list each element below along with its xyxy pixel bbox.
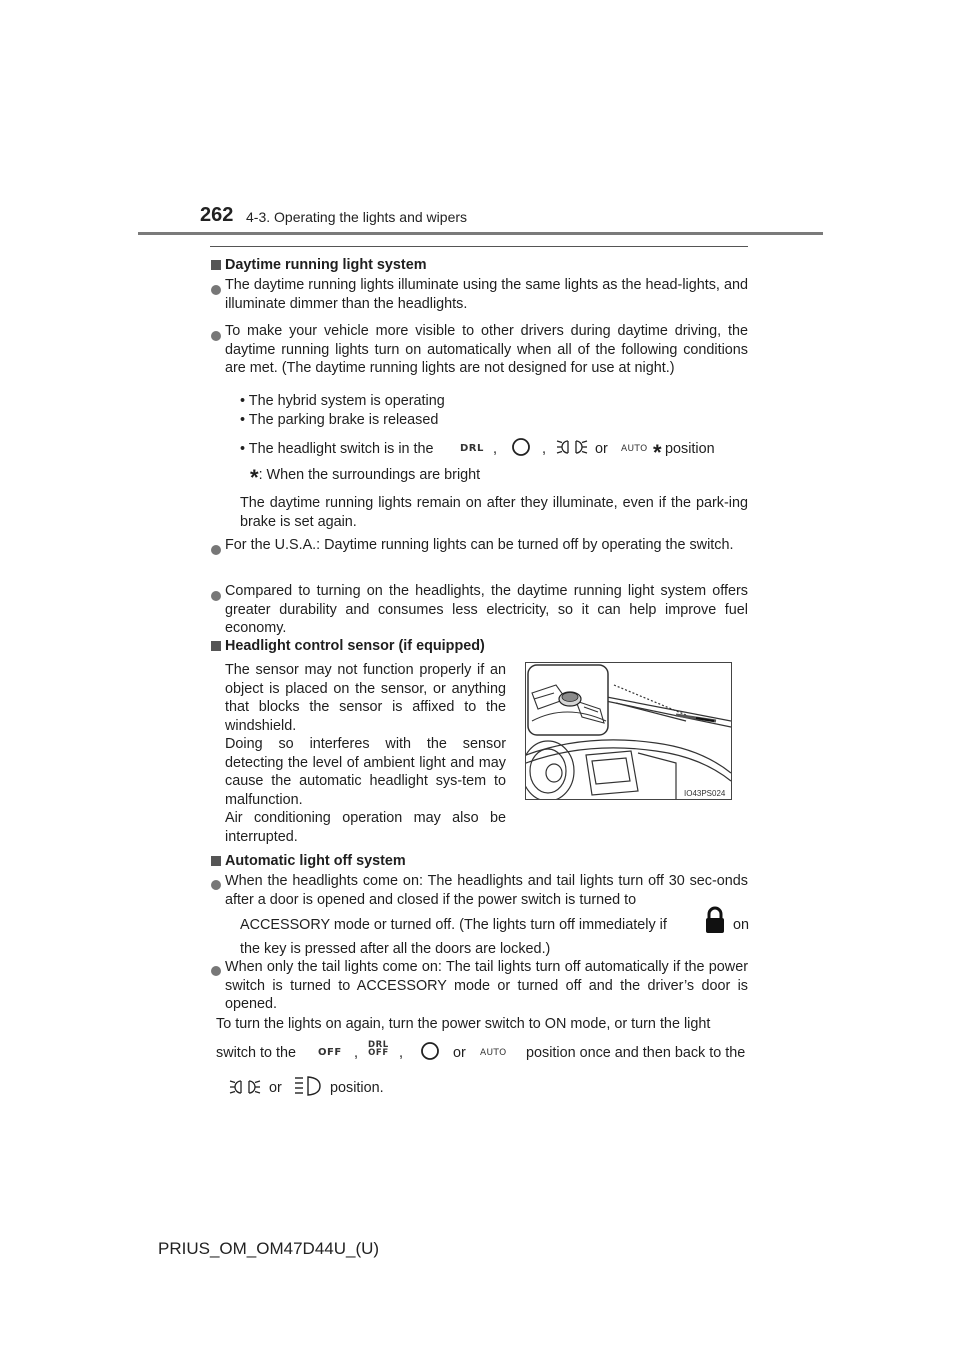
drl-symbol: DRL — [460, 443, 484, 454]
drl-off-symbol — [368, 1041, 389, 1057]
drl-condition-2: • The parking brake is released — [240, 412, 439, 428]
parking-light-circle-icon — [419, 1040, 441, 1062]
bullet-dot-icon — [211, 591, 221, 601]
position-end-text: position. — [330, 1080, 384, 1096]
drl-condition-1: • The hybrid system is operating — [240, 393, 445, 409]
heading-square-icon — [211, 260, 221, 270]
bullet-dot-icon — [211, 331, 221, 341]
or-word: or — [269, 1080, 282, 1096]
drl-bullet-2: To make your vehicle more visible to other drivers during daytime driving, the daytime running lights turn on automatically when all of the following conditions are met. (The daytime running lights are not designed for use at night.) — [225, 323, 748, 376]
drl-bullet-1: The daytime running lights illuminate using the same lights as the head-lights, and illuminate dimmer than the headlights. — [225, 277, 748, 312]
tail-light-icon — [229, 1078, 261, 1096]
footnote-text: : When the surroundings are bright — [258, 467, 481, 483]
lock-button-icon — [704, 906, 726, 934]
off-symbol: OFF — [318, 1047, 342, 1058]
bullet-dot-icon — [211, 880, 221, 890]
parking-light-circle-icon — [510, 436, 532, 458]
auto-symbol: AUTO — [621, 444, 648, 454]
drl-off-top: DRL — [368, 1040, 389, 1050]
auto-off-heading: Automatic light off system — [225, 853, 406, 869]
drl-heading: Daytime running light system — [225, 257, 427, 273]
or-word: or — [595, 441, 608, 457]
sensor-heading: Headlight control sensor (if equipped) — [225, 638, 485, 654]
dashboard-sensor-drawing — [526, 663, 732, 800]
drl-bullet-3: For the U.S.A.: Daytime running lights can be turned off by operating the switch. — [225, 537, 734, 553]
headlight-icon — [294, 1074, 322, 1098]
content-rule — [210, 246, 748, 247]
image-code: IO43PS024 — [684, 789, 726, 798]
auto-symbol: AUTO — [480, 1048, 507, 1058]
auto-off-bullet-1a: When the headlights come on: The headlights and tail lights turn off 30 sec-onds after a door is opened and closed if the power switch is turned to — [225, 873, 748, 908]
comma: , — [399, 1045, 403, 1061]
condition-3-star: * — [653, 440, 662, 465]
page-number: 262 — [200, 204, 234, 226]
auto-off-bullet-1b: ACCESSORY mode or turned off. (The lights turn off immediately if — [240, 917, 667, 933]
section-title: 4-3. Operating the lights and wipers — [246, 209, 468, 225]
heading-square-icon — [211, 641, 221, 651]
bullet-dot-icon — [211, 285, 221, 295]
drl-bullet-4: Compared to turning on the headlights, the daytime running light system offers greater durability and consumes less electricity, so it can help improve fuel economy. — [225, 583, 748, 636]
or-word: or — [453, 1045, 466, 1061]
sensor-body: The sensor may not function properly if an object is placed on the sensor, or anything that blocks the sensor is affixed to the windshield. Doing so interferes with the sensor detecting the level of ambient light and may cause the automatic headlight sys-tem to malfunction. Air conditioning operation may also be interrupted. — [225, 662, 506, 845]
footnote-star: * — [250, 465, 259, 490]
drl-remain-note: The daytime running lights remain on after they illuminate, even if the park-ing brake is set again. — [240, 495, 748, 530]
auto-off-bullet-1c: the key is pressed after all the doors are locked.) — [240, 941, 551, 957]
comma: , — [354, 1045, 358, 1061]
turn-on-line: To turn the lights on again, turn the power switch to ON mode, or turn the light — [216, 1016, 711, 1032]
bullet-dot-icon — [211, 545, 221, 555]
switch-to-text: switch to the — [216, 1045, 296, 1061]
sensor-illustration — [525, 662, 732, 800]
heading-square-icon — [211, 856, 221, 866]
footer-model-code: PRIUS_OM_OM47D44U_(U) — [158, 1239, 380, 1258]
drl-off-bottom: OFF — [368, 1048, 389, 1058]
tail-light-icon — [556, 438, 588, 456]
header-rule — [138, 232, 823, 235]
auto-off-bullet-2: When only the tail lights come on: The tail lights turn off automatically if the power switch is turned to ACCESSORY mode or turned off and the driver’s door is opened. — [225, 959, 748, 1012]
comma: , — [493, 441, 497, 457]
on-word: on — [733, 917, 750, 933]
bullet-dot-icon — [211, 966, 221, 976]
position-tail-text: position once and then back to the — [526, 1045, 746, 1061]
position-word: position — [665, 441, 715, 457]
comma: , — [542, 441, 546, 457]
drl-condition-3-prefix: • The headlight switch is in the — [240, 441, 434, 457]
footnote — [250, 465, 481, 490]
